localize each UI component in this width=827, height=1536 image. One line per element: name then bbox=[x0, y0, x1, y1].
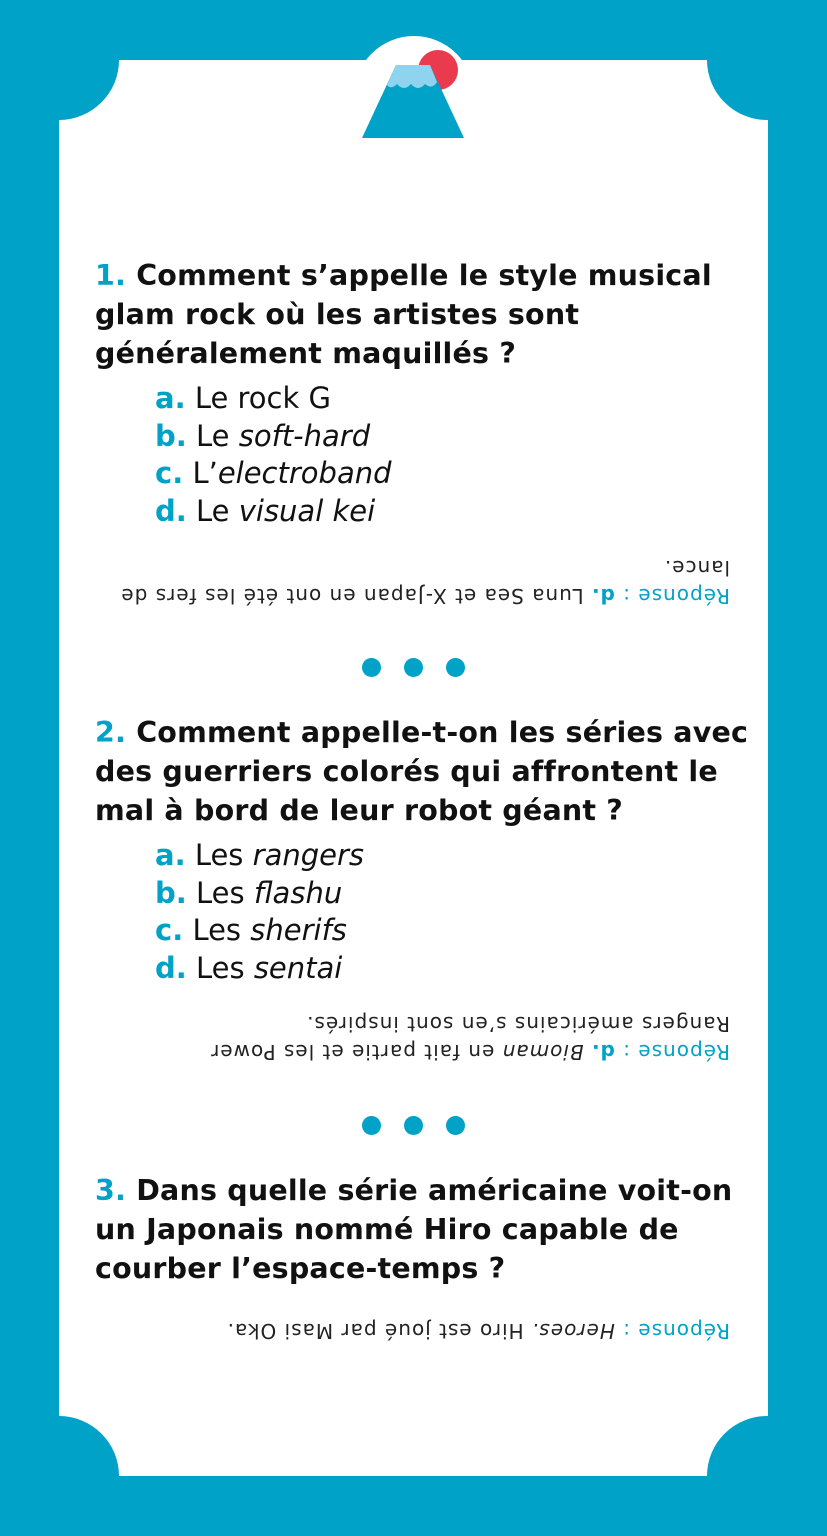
dot bbox=[446, 658, 465, 677]
answer-upside-down: Réponse : d. Bioman en fait partie et les Power Rangers américains s’en sont inspirés. bbox=[210, 1012, 730, 1064]
question-number: 2. bbox=[95, 716, 127, 749]
question-3 bbox=[95, 1171, 755, 1288]
mount-fuji-icon bbox=[360, 46, 466, 138]
question-text: 3. Dans quelle série américaine voit-on un Japonais nommé Hiro capable de courber l’espace-temps ? bbox=[95, 1174, 733, 1285]
separator-dots bbox=[362, 1116, 466, 1136]
option-c: c. L’electroband bbox=[155, 456, 392, 490]
corner-notch bbox=[707, 0, 827, 120]
question-text: 1. Comment s’appelle le style musical glam rock où les artistes sont généralement maquillés ? bbox=[95, 259, 712, 370]
options-list bbox=[155, 837, 655, 987]
dot bbox=[362, 658, 381, 677]
question-text: 2. Comment appelle-t-on les séries avec des guerriers colorés qui affrontent le mal à bord de leur robot géant ? bbox=[95, 716, 749, 827]
question-2 bbox=[95, 713, 755, 830]
corner-notch bbox=[707, 1416, 827, 1536]
option-d: d. Les sentai bbox=[155, 950, 343, 985]
option-b: b. Les flashu bbox=[155, 875, 343, 910]
answer-upside-down: Réponse : Heroes. Hiro est joué par Masi Oka. bbox=[226, 1319, 730, 1343]
question-1 bbox=[95, 256, 755, 373]
question-number: 1. bbox=[95, 259, 127, 292]
question-number: 3. bbox=[95, 1174, 127, 1207]
options-list bbox=[155, 380, 655, 530]
option-d: d. Le visual kei bbox=[155, 493, 376, 528]
corner-notch bbox=[0, 0, 119, 120]
separator-dots bbox=[362, 658, 466, 678]
option-b: b. Le soft-hard bbox=[155, 418, 371, 453]
answer-upside-down: Réponse : d. Luna Sea et X-Japan en ont été les fers de lance. bbox=[120, 556, 730, 608]
dot bbox=[362, 1116, 381, 1135]
option-a: a. Le rock G bbox=[155, 381, 331, 415]
dot bbox=[404, 658, 423, 677]
option-c: c. Les sherifs bbox=[155, 913, 347, 947]
dot bbox=[404, 1116, 423, 1135]
dot bbox=[446, 1116, 465, 1135]
corner-notch bbox=[0, 1416, 119, 1536]
option-a: a. Les rangers bbox=[155, 838, 364, 872]
